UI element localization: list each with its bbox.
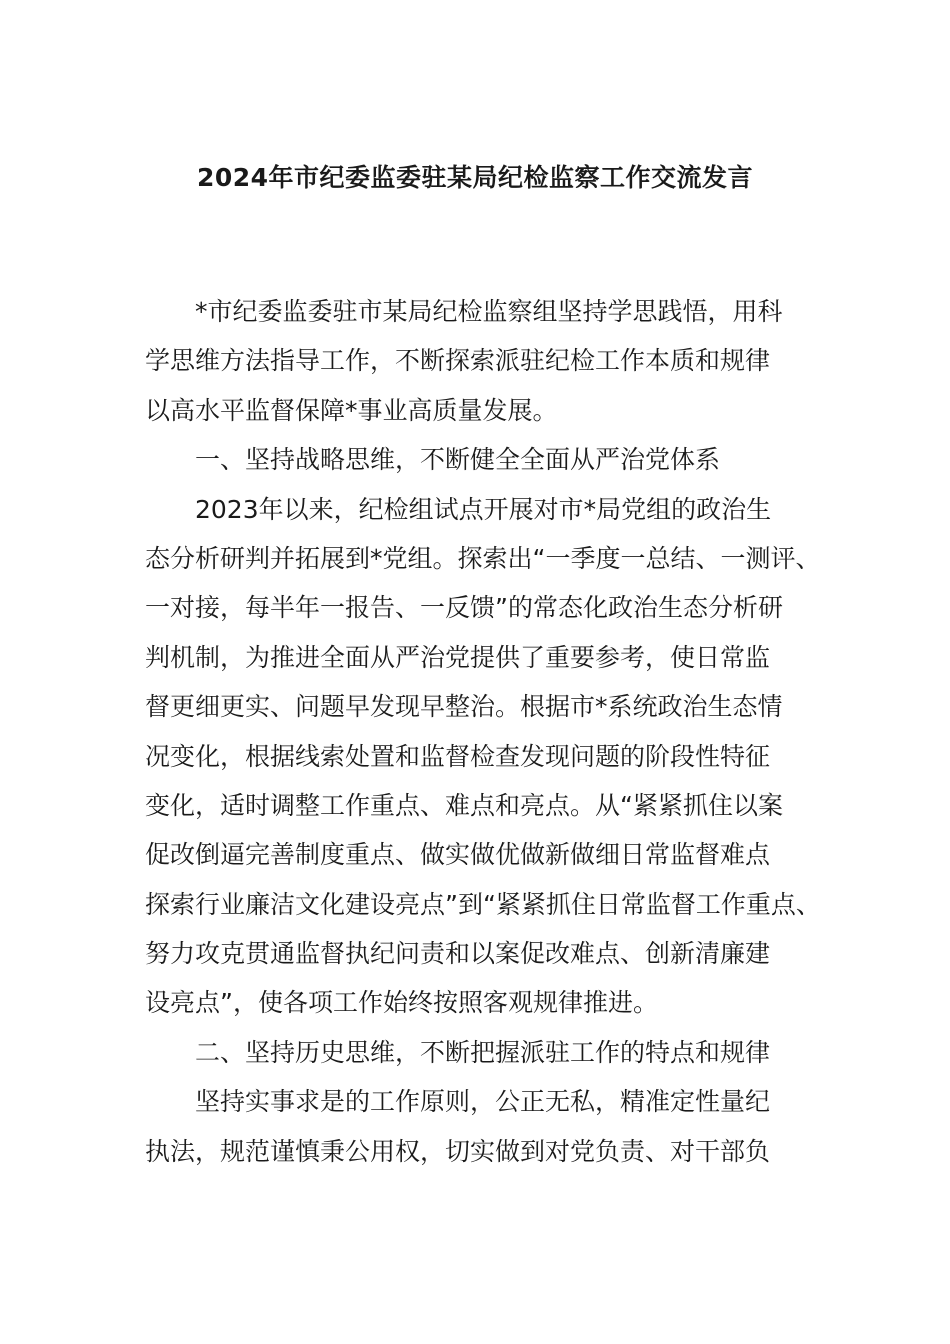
- text-line: 以高水平监督保障*事业高质量发展。: [145, 395, 558, 425]
- text-line: 2023年以来，纪检组试点开展对市*局党组的政治生: [145, 494, 772, 524]
- document-body: [145, 287, 821, 1176]
- text-line: 促改倒逼完善制度重点、做实做优做新做细日常监督难点: [145, 840, 771, 870]
- text-line: 判机制，为推进全面从严治党提供了重要参考，使日常监: [145, 642, 771, 672]
- text-line: 设亮点”，使各项工作始终按照客观规律推进。: [145, 988, 658, 1018]
- text-line: *市纪委监委驻市某局纪检监察组坚持学思践悟，用科: [145, 297, 783, 326]
- text-line: 一对接，每半年一报告、一反馈”的常态化政治生态分析研: [145, 593, 783, 623]
- text-line: 变化，适时调整工作重点、难点和亮点。从“紧紧抓住以案: [145, 790, 783, 820]
- text-line: 执法，规范谨慎秉公用权，切实做到对党负责、对干部负: [145, 1136, 771, 1166]
- section-heading-1: 一、坚持战略思维，不断健全全面从严治党体系: [145, 445, 721, 475]
- text-line: 学思维方法指导工作，不断探索派驻纪检工作本质和规律: [145, 346, 771, 376]
- section-heading-2: 二、坚持历史思维，不断把握派驻工作的特点和规律: [145, 1037, 771, 1067]
- text-line: 态分析研判并拓展到*党组。探索出“一季度一总结、一测评、: [145, 543, 821, 573]
- text-line: 探索行业廉洁文化建设亮点”到“紧紧抓住日常监督工作重点、: [145, 889, 821, 919]
- text-line: 坚持实事求是的工作原则，公正无私，精准定性量纪: [145, 1087, 771, 1117]
- text-line: 努力攻克贯通监督执纪问责和以案促改难点、创新清廉建: [145, 939, 771, 969]
- text-line: 况变化，根据线索处置和监督检查发现问题的阶段性特征: [145, 741, 771, 771]
- document-title: 2024年市纪委监委驻某局纪检监察工作交流发言: [196, 163, 754, 192]
- text-line: 督更细更实、问题早发现早整治。根据市*系统政治生态情: [145, 692, 783, 722]
